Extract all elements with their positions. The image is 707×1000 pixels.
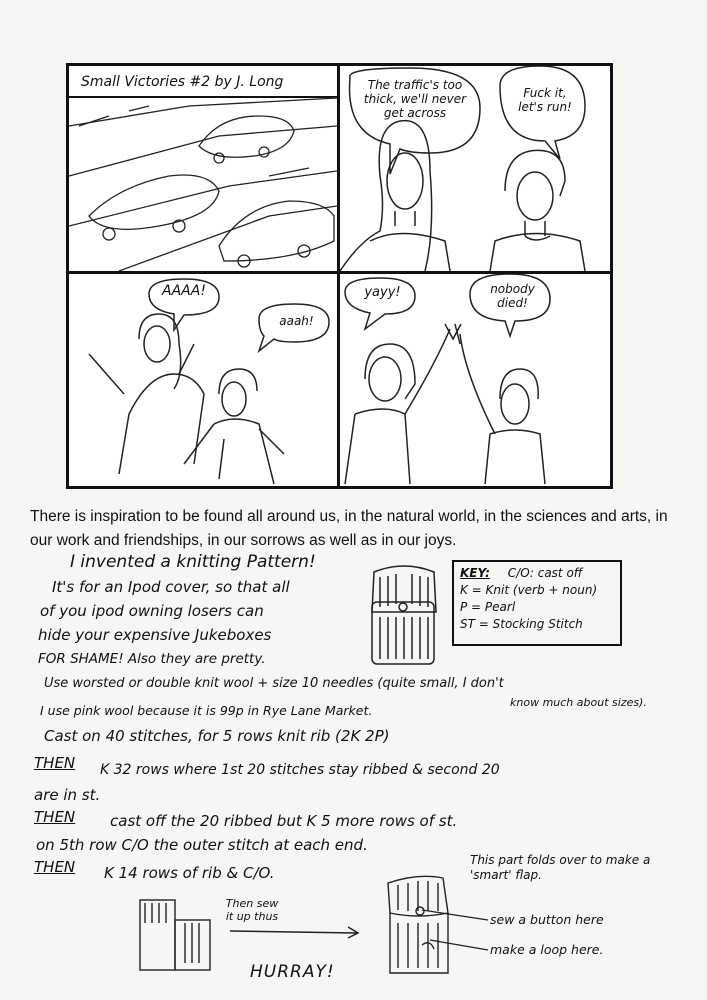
- comic-panel-decision: [340, 66, 610, 274]
- highfive-drawing: [340, 274, 610, 486]
- materials-line: I use pink wool because it is 99p in Rye Lane Market.: [40, 703, 373, 718]
- intro-paragraph: There is inspiration to be found all around us, in the natural world, in the sciences and arts, in our work and friendships, in our sorrows as well as in our joys.: [30, 508, 668, 549]
- comic-panel-traffic: [69, 66, 340, 274]
- speech-bubble-run: Fuck it, let's run!: [518, 86, 572, 114]
- step-instruction: are in st.: [34, 786, 101, 804]
- key-item-pearl: P = Pearl: [460, 600, 516, 614]
- pattern-text-line: It's for an Ipod cover, so that all: [52, 578, 290, 596]
- materials-line: Use worsted or double knit wool + size 10 needles (quite small, I don't: [44, 676, 504, 691]
- step-instruction: cast off the 20 ribbed but K 5 more rows of st.: [110, 812, 458, 830]
- traffic-drawing: [69, 66, 337, 271]
- speech-bubble-traffic: The traffic's too thick, we'll never get across: [363, 78, 467, 120]
- comic-title: Small Victories #2 by J. Long: [69, 66, 337, 98]
- pattern-text-line: FOR SHAME! Also they are pretty.: [38, 651, 266, 667]
- speech-bubble-yay: yayy!: [364, 285, 401, 300]
- cast-on-instruction: Cast on 40 stitches, for 5 rows knit rib (2K 2P): [44, 727, 390, 745]
- key-title: KEY:: [460, 566, 490, 580]
- pointer-lines: [420, 905, 492, 955]
- then-label: THEN: [34, 754, 76, 772]
- pattern-text-line: of you ipod owning losers can: [40, 602, 264, 620]
- key-item-knit: K = Knit (verb + noun): [460, 583, 598, 597]
- comic-strip: [66, 63, 613, 489]
- pattern-heading: I invented a knitting Pattern!: [70, 552, 316, 572]
- button-note: sew a button here: [490, 912, 604, 927]
- pattern-text-line: hide your expensive Jukeboxes: [38, 626, 272, 644]
- speech-bubble-nobody-died: nobody died!: [490, 282, 535, 310]
- key-item-cast-off: C/O: cast off: [507, 566, 583, 580]
- then-label: THEN: [34, 808, 76, 826]
- comic-panel-highfive: [340, 274, 610, 486]
- step-instruction: K 14 rows of rib & C/O.: [104, 864, 275, 882]
- sewing-sketch: [130, 895, 220, 975]
- arrow-icon: [228, 925, 363, 939]
- step-instruction: K 32 rows where 1st 20 stitches stay ribbed & second 20: [100, 762, 500, 778]
- speech-bubble-scream: AAAA!: [162, 283, 206, 299]
- loop-note: make a loop here.: [490, 942, 604, 957]
- step-instruction: on 5th row C/O the outer stitch at each end.: [36, 836, 368, 854]
- key-item-stocking-stitch: ST = Stocking Stitch: [460, 617, 583, 631]
- hurray-text: HURRAY!: [250, 962, 335, 982]
- running-drawing: [69, 274, 337, 486]
- materials-line: know much about sizes).: [510, 696, 647, 709]
- then-label: THEN: [34, 858, 76, 876]
- key-box: [452, 560, 622, 646]
- comic-panel-running: [69, 274, 340, 486]
- ipod-cover-sketch: [368, 562, 440, 670]
- speech-bubble-aah: aaah!: [279, 314, 314, 328]
- flap-note: This part folds over to make a 'smart' flap.: [470, 853, 651, 882]
- sew-caption: Then sew it up thus: [225, 897, 279, 923]
